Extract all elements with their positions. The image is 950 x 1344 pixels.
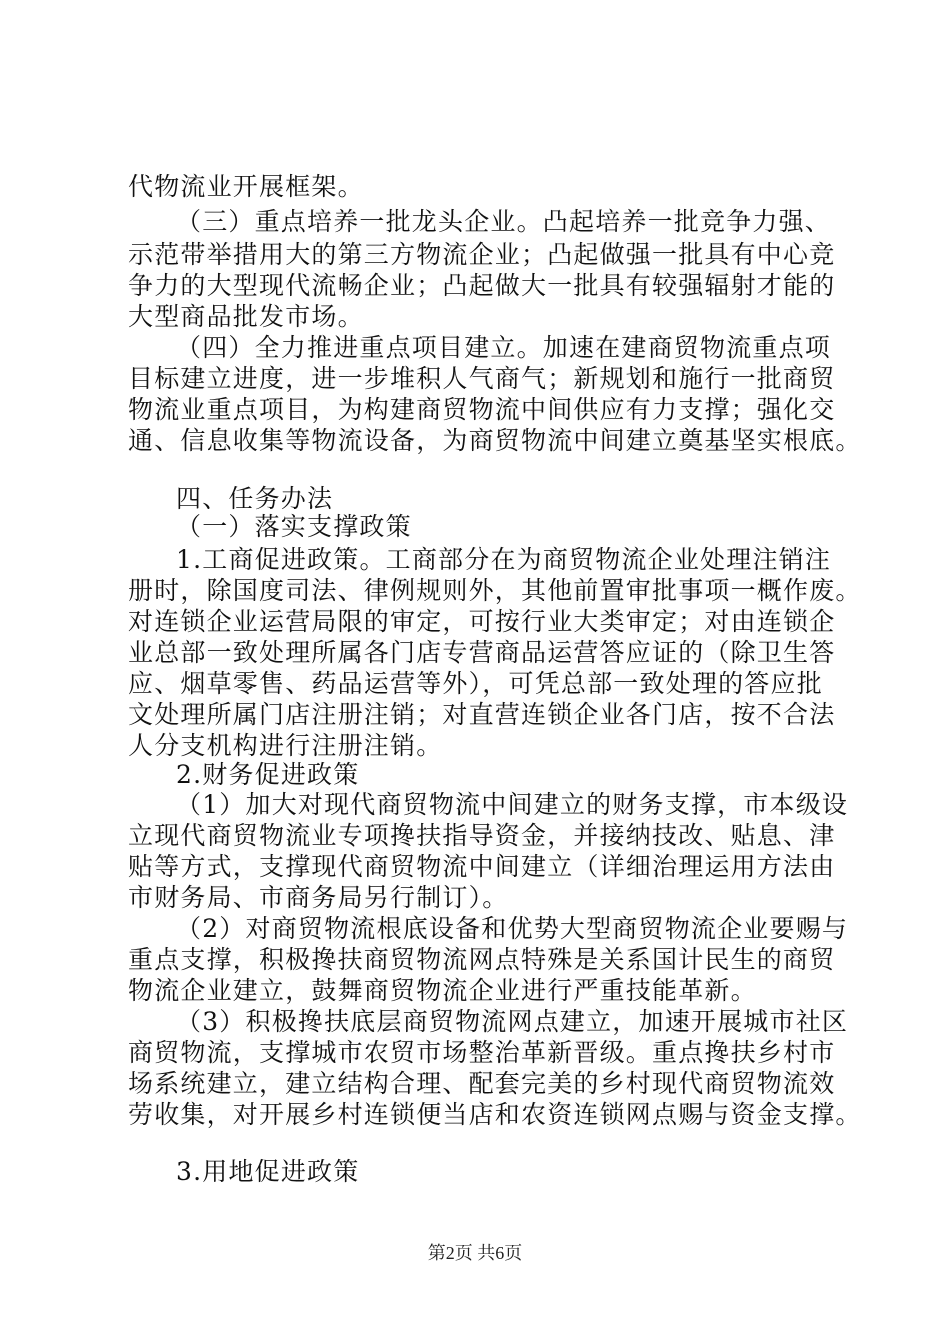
text-line: 重点支撑，积极搀扶商贸物流网点特殊是关系国计民生的商贸 — [128, 945, 836, 974]
text-line: 商贸物流，支撑城市农贸市场整治革新晋级。重点搀扶乡村市 — [128, 1038, 836, 1067]
subsection-heading: 3.用地促进政策 — [176, 1157, 360, 1186]
text-line: 通、信息收集等物流设备，为商贸物流中间建立奠基坚实根底。 — [128, 426, 862, 455]
text-line: 业总部一致处理所属各门店专营商品运营答应证的（除卫生答 — [128, 638, 836, 667]
text-line: 争力的大型现代流畅企业；凸起做大一批具有较强辐射才能的 — [128, 271, 836, 300]
text-line: 贴等方式，支撑现代商贸物流中间建立（详细治理运用方法由 — [128, 852, 836, 881]
text-line: 人分支机构进行注册注销。 — [128, 731, 443, 760]
text-line: 物流业重点项目，为构建商贸物流中间供应有力支撑；强化交 — [128, 395, 836, 424]
text-line: 大型商品批发市场。 — [128, 302, 364, 331]
subsection-heading: （一）落实支撑政策 — [176, 512, 412, 541]
text-line: 对连锁企业运营局限的审定，可按行业大类审定；对由连锁企 — [128, 607, 836, 636]
section-heading: 四、任务办法 — [176, 484, 334, 513]
text-line: 劳收集，对开展乡村连锁便当店和农资连锁网点赐与资金支撑。 — [128, 1100, 862, 1129]
text-line: 物流企业建立，鼓舞商贸物流企业进行严重技能革新。 — [128, 976, 757, 1005]
text-line: 册时，除国度司法、律例规则外，其他前置审批事项一概作废。 — [128, 576, 862, 605]
text-line: （3）积极搀扶底层商贸物流网点建立，加速开展城市社区 — [176, 1007, 849, 1036]
text-line: 目标建立进度，进一步堆积人气商气；新规划和施行一批商贸 — [128, 364, 836, 393]
text-line: （1）加大对现代商贸物流中间建立的财务支撑，市本级设 — [176, 790, 849, 819]
subsection-heading: 2.财务促进政策 — [176, 760, 360, 789]
text-line: （三）重点培养一批龙头企业。凸起培养一批竞争力强、 — [176, 207, 832, 236]
text-line: 立现代商贸物流业专项搀扶指导资金，并接纳技改、贴息、津 — [128, 821, 836, 850]
text-line: 示范带举措用大的第三方物流企业；凸起做强一批具有中心竞 — [128, 240, 836, 269]
text-line: 应、烟草零售、药品运营等外），可凭总部一致处理的答应批 — [128, 669, 823, 698]
text-line: 代物流业开展框架。 — [128, 172, 364, 201]
text-line: 市财务局、市商务局另行制订）。 — [128, 883, 509, 912]
page-footer: 第2页 共6页 — [427, 1243, 523, 1263]
text-line: 文处理所属门店注册注销；对直营连锁企业各门店，按不合法 — [128, 700, 836, 729]
text-line: （2）对商贸物流根底设备和优势大型商贸物流企业要赐与 — [176, 914, 849, 943]
text-line: 场系统建立，建立结构合理、配套完美的乡村现代商贸物流效 — [128, 1069, 836, 1098]
text-line: 1.工商促进政策。工商部分在为商贸物流企业处理注销注 — [176, 545, 832, 574]
text-line: （四）全力推进重点项目建立。加速在建商贸物流重点项 — [176, 333, 832, 362]
